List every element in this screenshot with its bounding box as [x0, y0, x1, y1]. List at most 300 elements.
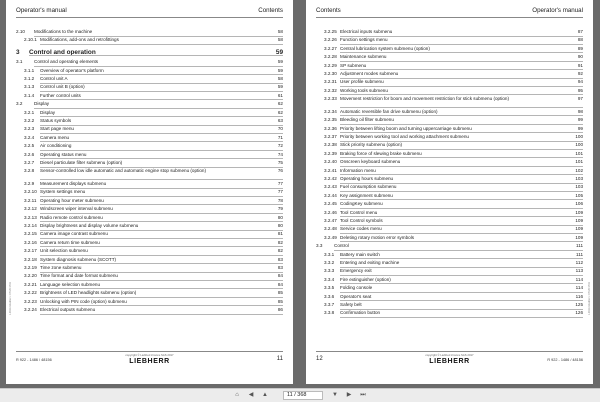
side-code: LFR/en/Edition: 07/2017/A — [8, 282, 12, 315]
toc-entry-title: Folding console — [340, 285, 373, 291]
toc-entry-rule — [40, 44, 283, 45]
toc-entry[interactable] — [316, 78, 583, 87]
toc-entry-number: 3.3.6 — [324, 293, 335, 299]
toc-entry[interactable] — [16, 247, 283, 256]
toc-entry-title: Further control units — [40, 92, 81, 98]
toc-entry-page: 59 — [277, 84, 283, 90]
copyright: copyright © Liebherr-France SAS 2017 — [125, 353, 174, 357]
toc-entry-number: 3.2.19 — [24, 265, 37, 270]
toc-entry-title: Diesel particulate filter submenu (option) — [40, 160, 123, 165]
toc-entry[interactable] — [316, 217, 583, 226]
toc-entry[interactable] — [316, 192, 583, 201]
toc-entry-page: 86 — [277, 307, 283, 312]
toc-entry-rule — [40, 314, 283, 315]
toc-entry-title: Time format and date format submenu — [40, 273, 118, 279]
toc-entry-number: 3.2.34 — [324, 108, 337, 114]
toc-entry-page: 102 — [575, 167, 583, 173]
toc-entry-number: 3.2.43 — [324, 184, 337, 190]
toc-entry-title: Entering and exiting machine — [340, 260, 400, 265]
toc-entry-number: 3.2.23 — [24, 298, 37, 304]
page-header — [16, 7, 283, 18]
toc-entry[interactable] — [16, 197, 283, 206]
toc-entry-number: 3.2.33 — [324, 96, 337, 102]
toc-entry-page: 114 — [575, 285, 583, 291]
toc-entry-number: 3.2.8 — [24, 168, 35, 174]
toc-entry-number: 3.2.6 — [24, 151, 35, 157]
toc-entry-rule — [340, 317, 583, 318]
toc-entry-number: 3.2.17 — [24, 248, 37, 254]
toc-entry-title: SP submenu — [340, 62, 367, 68]
toc-entry-title: Start page menu — [40, 126, 74, 132]
toc-entry-title: Fire extinguisher (option) — [340, 276, 391, 282]
toc-entry-number: 2.10.1 — [24, 37, 37, 43]
toc-entry-title: Emergency exit — [340, 268, 372, 274]
toc-entry[interactable] — [316, 95, 583, 108]
toc-entry-number: 3.1.2 — [24, 76, 35, 81]
toc-entry[interactable] — [316, 259, 583, 268]
toc-entry-title: System diagnosis submenu (SCOTT) — [40, 256, 117, 262]
toc-entry[interactable] — [16, 239, 283, 248]
toc-entry-title: Camera image contrast submenu — [40, 231, 108, 237]
page-up-icon[interactable]: ▲ — [262, 392, 268, 398]
toc-entry[interactable] — [16, 159, 283, 168]
toc-entry-title: Battery main switch — [340, 251, 380, 257]
toc-entry-number: 3.2.29 — [324, 62, 337, 68]
toc-entry[interactable] — [16, 142, 283, 151]
prev-icon[interactable]: ◀ — [248, 392, 254, 398]
toc-entry-rule — [29, 55, 283, 56]
toc-entry[interactable] — [316, 167, 583, 176]
toc-entry-number: 3.2 — [16, 101, 23, 107]
toc-entry-page: 82 — [277, 248, 283, 254]
toc-entry-title: Onscreen keyboard submenu — [340, 159, 401, 165]
toc-entry[interactable] — [16, 125, 283, 134]
toc-entry-title: Time zone submenu — [40, 265, 82, 270]
toc-entry[interactable] — [16, 222, 283, 231]
toc-entry-number: 3.2.26 — [324, 37, 337, 43]
home-icon[interactable]: ⌂ — [235, 392, 239, 398]
toc-entry[interactable] — [316, 175, 583, 184]
toc-entry-number: 3.2.22 — [24, 290, 37, 296]
page-header — [316, 7, 583, 18]
toc-entry-title: Windscreen wiper interval submenu — [40, 206, 113, 212]
toc-entry-title: Modifications, add-ons and retrofittings — [40, 37, 119, 43]
end-icon[interactable]: ⏭ — [360, 392, 366, 398]
toc-entry-page: 87 — [577, 29, 583, 34]
header-left-text: Operator's manual — [16, 7, 67, 14]
toc-entry-number: 3.3.8 — [324, 310, 335, 316]
toc-entry-title: Priority between working tool and working attachment submenu — [340, 134, 469, 139]
toc-entry[interactable] — [16, 180, 283, 189]
toc-entry-page: 89 — [577, 45, 583, 51]
toc-entry[interactable] — [16, 289, 283, 298]
toc-entry-page: 74 — [277, 151, 283, 157]
toc-entry-page: 88 — [577, 37, 583, 43]
brand-logo: LIEBHERR — [429, 358, 470, 365]
toc-entry-title: Function settings menu — [340, 37, 388, 43]
toc-entry[interactable] — [16, 256, 283, 265]
toc-entry[interactable] — [316, 108, 583, 117]
toc-entry[interactable] — [316, 225, 583, 234]
toc-entry-page: 109 — [575, 209, 583, 215]
toc-entry-page: 62 — [277, 109, 283, 115]
toc-entry-page: 77 — [277, 189, 283, 195]
toc-entry-number: 3.2.9 — [24, 181, 35, 186]
toc-entry-number: 3.2.37 — [324, 134, 337, 139]
toc-entry-number: 3.2.42 — [324, 176, 337, 181]
footer-brand-block — [125, 353, 173, 365]
toc-entry-page: 125 — [575, 302, 583, 307]
toc-entry-title: Display — [34, 101, 50, 107]
toc-entry-page: 84 — [277, 273, 283, 279]
toc-entry-title: Sensor-controlled low idle automatic and automatic engine stop submenu (option) — [40, 168, 206, 174]
toc-entry[interactable] — [316, 158, 583, 167]
toc-entry-number: 3.2.47 — [324, 218, 337, 223]
toc-entry-number: 3.2.14 — [24, 223, 37, 228]
page-footer — [16, 351, 283, 366]
toc-entry-number: 3.2.27 — [324, 45, 337, 51]
toc-entry[interactable] — [16, 306, 283, 315]
toc-entry-number: 3.1.3 — [24, 84, 35, 90]
toc-entry-page: 90 — [577, 54, 583, 60]
toc-entry[interactable] — [316, 45, 583, 54]
toc-entry-number: 3.2.21 — [24, 281, 37, 287]
toc-entry-title: Tool Control menu — [340, 209, 378, 215]
toc-entry-page: 59 — [277, 67, 283, 73]
toc-entry-number: 3.2.46 — [324, 209, 337, 215]
toc-entry-title: Operator's seat — [340, 293, 372, 299]
toc-entry[interactable] — [316, 284, 583, 293]
toc-entry-title: Electrical outputs submenu — [40, 307, 96, 312]
header-right-text: Contents — [258, 7, 283, 14]
toc-entry-title: Electrical inputs submenu — [340, 29, 393, 34]
toc-entry-number: 3.2.18 — [24, 256, 37, 262]
toc-entry[interactable] — [16, 151, 283, 160]
toc-entry-page: 109 — [575, 234, 583, 240]
toc-entry-title: Display brightness and display volume submenu — [40, 223, 139, 228]
toc-entry-title: Maintenance submenu — [340, 54, 387, 60]
toc-entry-title: System settings menu — [40, 189, 86, 195]
toc-entry-number: 3.2.25 — [324, 29, 337, 34]
toc-entry-title: Control unit B (option) — [40, 84, 85, 90]
toc-entry[interactable] — [316, 53, 583, 62]
toc-entry-page: 91 — [577, 62, 583, 68]
toc-entry-title: Overview of operator's platform — [40, 67, 104, 73]
toc-entry[interactable] — [316, 125, 583, 134]
toc-entry-title: Fuel consumption submenu — [340, 184, 397, 190]
toc-entry-title: CodingKey submenu — [340, 201, 383, 207]
toc-entry-page: 99 — [577, 125, 583, 131]
toc-entry-title: Safety belt — [340, 302, 362, 307]
toc-entry[interactable] — [16, 134, 283, 143]
page-number: 11 — [276, 356, 283, 362]
toc-entry-page: 101 — [575, 150, 583, 156]
toc-entry-number: 3.2.31 — [324, 79, 337, 85]
toc-entry[interactable] — [16, 83, 283, 92]
toc-entry-number: 3.2.4 — [24, 134, 35, 140]
page-number: 12 — [316, 356, 323, 362]
toc-entry-title: Working tools submenu — [340, 87, 388, 93]
toc-entry-title: Modifications to the machine — [34, 29, 93, 34]
copyright: copyright © Liebherr-France SAS 2017 — [425, 353, 474, 357]
page-12 — [306, 0, 593, 384]
toc-entry-title: Air conditioning — [40, 143, 72, 149]
toc-entry-page: 63 — [277, 118, 283, 123]
toc-entry-page: 99 — [577, 117, 583, 123]
toc-entry[interactable] — [316, 116, 583, 125]
toc-entry-page: 113 — [575, 268, 583, 274]
toc-entry-number: 3.2.11 — [24, 197, 37, 203]
toc-entry-title: Operating hours submenu — [340, 176, 394, 181]
toc-entry[interactable] — [16, 205, 283, 214]
toc-entry-number: 3.3.5 — [324, 285, 335, 291]
toc-entry-title: Key assignment submenu — [340, 192, 393, 198]
toc-entry[interactable] — [16, 67, 283, 76]
toc-entry-title: Unit selection submenu — [40, 248, 88, 254]
toc-entry-page: 70 — [277, 126, 283, 132]
toc-entry[interactable] — [16, 298, 283, 307]
toc-entry-page: 72 — [277, 143, 283, 149]
toc-entry-title: Adjustment modes submenu — [340, 71, 399, 76]
toc-entry-page: 111 — [576, 243, 583, 249]
header-left-text: Contents — [316, 7, 341, 14]
toc-entry-title: Stick priority submenu (option) — [340, 142, 403, 148]
toc-entry[interactable] — [316, 28, 583, 37]
toc-entry[interactable] — [16, 230, 283, 239]
toc-entry-page: 82 — [277, 239, 283, 245]
toc-entry-page: 103 — [575, 184, 583, 190]
toc-entry-page: 59 — [277, 59, 283, 65]
toc-entry-title: Control — [334, 243, 349, 249]
toc-entry-number: 3.2.40 — [324, 159, 337, 165]
toc-entry-page: 98 — [577, 108, 583, 114]
page-down-icon[interactable]: ▼ — [332, 392, 338, 398]
toc-entry[interactable] — [316, 251, 583, 260]
toc-entry[interactable] — [316, 141, 583, 150]
toc-entry-page: 84 — [277, 281, 283, 287]
toc-entry-title: Camera menu — [40, 134, 70, 140]
toc-entry-title: Operating hour meter submenu — [40, 197, 104, 203]
toc-entry[interactable] — [316, 234, 583, 243]
toc-entry-title: Language selection submenu — [40, 281, 101, 287]
toc-entry-number: 3.2.10 — [24, 189, 37, 195]
toc-entry[interactable] — [316, 267, 583, 276]
toc-entry[interactable] — [16, 92, 283, 101]
toc-entry[interactable] — [316, 301, 583, 310]
brand-logo: LIEBHERR — [129, 358, 170, 365]
toc-entry-page: 83 — [277, 256, 283, 262]
toc-entry-page: 94 — [577, 79, 583, 85]
toc-entry-page: 100 — [575, 134, 583, 139]
toc-entry-page: 105 — [575, 192, 583, 198]
toc-entry-page: 58 — [277, 76, 283, 81]
toc-entry-title: Control unit A — [40, 76, 68, 81]
toc-entry[interactable] — [316, 309, 583, 318]
toc-entry-page: 78 — [277, 197, 283, 203]
toc-entry-title: Display — [40, 109, 56, 115]
toc-entry[interactable] — [316, 209, 583, 218]
toc-entry-page: 116 — [575, 293, 583, 299]
toc-entry-number: 3.2.2 — [24, 118, 35, 123]
toc-entry-page: 100 — [575, 142, 583, 148]
toc-entry-number: 3.2.20 — [24, 273, 37, 279]
toc-entry-number: 3.3.2 — [324, 260, 335, 265]
toc-entry-title: Brightness of LED headlights submenu (option) — [40, 290, 137, 296]
toc-entry-title: Service codes menu — [340, 226, 382, 232]
toc-entry-number: 3.2.39 — [324, 150, 337, 156]
toc-entry[interactable] — [16, 28, 283, 37]
toc-entry-title: Deleting rotary motion error symbols — [340, 234, 415, 240]
toc-entry-title: Priority between lifting boom and turning uppercarriage submenu — [340, 125, 472, 131]
toc-entry[interactable] — [316, 276, 583, 285]
toc-entry-title: Information menu — [340, 167, 376, 173]
toc-entry[interactable] — [16, 167, 283, 180]
toc-entry-number: 3.2.13 — [24, 214, 37, 220]
toc-entry[interactable] — [316, 36, 583, 45]
toc-entry-number: 3.2.12 — [24, 206, 37, 212]
toc-entry-title: Camera return time submenu — [40, 239, 100, 245]
toc-entry-number: 3.2.28 — [324, 54, 337, 60]
toc-entry-number: 2.10 — [16, 29, 25, 34]
toc-entry-number: 3.2.30 — [324, 71, 337, 76]
footer-brand-block — [425, 353, 473, 365]
toc-entry[interactable] — [16, 75, 283, 84]
toc-entry[interactable] — [16, 100, 283, 109]
toc-entry-number: 3.2.15 — [24, 231, 37, 237]
page-number-input[interactable]: 11 / 368 — [283, 391, 323, 400]
toc-entry-title: Confirmation button — [340, 310, 381, 316]
toc-entry[interactable] — [316, 133, 583, 142]
toc-entry[interactable] — [16, 264, 283, 273]
toc-entry-number: 3.2.7 — [24, 160, 35, 165]
toc-entry-number: 3.2.41 — [324, 167, 337, 173]
toc-entry-title: User profile submenu — [340, 79, 384, 85]
page-footer — [316, 351, 583, 366]
toc-entry-title: Automatic reversible fan drive submenu (option) — [340, 108, 438, 114]
toc-entry-title: Measurement displays submenu — [40, 181, 107, 186]
toc-entry-number: 3.2.24 — [24, 307, 37, 312]
next-icon[interactable]: ▶ — [346, 392, 352, 398]
toc-entry-number: 3.2.1 — [24, 109, 35, 115]
toc-entry-page: 59 — [275, 48, 283, 56]
toc-entry[interactable] — [16, 109, 283, 118]
toc-entry-title: Unlocking with PIN code (option) submenu — [40, 298, 127, 304]
toc-entry-number: 3.1.1 — [24, 67, 35, 73]
toc-entry-page: 76 — [277, 168, 283, 174]
toc-entry-number: 3.2.36 — [324, 125, 337, 131]
toc-entry-number: 3.3.3 — [324, 268, 335, 274]
toc-entry-page: 61 — [277, 92, 283, 98]
toc-entry-page: 77 — [277, 181, 283, 186]
toc-entry[interactable] — [316, 242, 583, 251]
toc-entry-page: 83 — [277, 265, 283, 270]
toc-entry-page: 79 — [277, 206, 283, 212]
toc-entry-page: 71 — [277, 134, 283, 140]
toc-entry[interactable] — [316, 200, 583, 209]
toc-entry-number: 3 — [16, 48, 20, 56]
toc-entry-page: 58 — [277, 37, 283, 43]
toc-entry[interactable] — [16, 272, 283, 281]
toc-entry-number: 3.3 — [316, 243, 323, 249]
toc-entry-number: 3.3.7 — [324, 302, 335, 307]
page-11 — [6, 0, 293, 384]
toc-entry-number: 3.2.35 — [324, 117, 337, 123]
toc-entry-number: 3.2.48 — [324, 226, 337, 232]
toc-entry-title: Control and operating elements — [34, 59, 99, 65]
side-code: LFR/en/Edition: 07/2017/A — [587, 282, 591, 315]
toc-entry-number: 3.3.1 — [324, 251, 335, 257]
footer-doc-code: R 922 - 1486 / 48156 — [547, 358, 583, 362]
toc-entry-title: Tool Control symbols — [340, 218, 383, 223]
toc-entry[interactable] — [16, 214, 283, 223]
toc-entry-title: Movement restriction for boom and movement restriction for stick submenu (option) — [340, 96, 510, 102]
toc-entry-page: 85 — [277, 298, 283, 304]
toc-entry-page: 92 — [577, 71, 583, 76]
toc-entry[interactable] — [16, 281, 283, 290]
toc-entry-page: 85 — [277, 290, 283, 296]
toc-entry-page: 80 — [277, 214, 283, 220]
toc-entry-page: 114 — [575, 276, 583, 282]
toc-entry-page: 58 — [277, 29, 283, 34]
toc-entry-page: 103 — [575, 176, 583, 181]
toc-entry-number: 3.2.45 — [324, 201, 337, 207]
toc-entry[interactable] — [16, 117, 283, 126]
toc-entry-page: 97 — [577, 96, 583, 102]
toc-entry[interactable] — [316, 70, 583, 79]
toc-entry-number: 3.2.49 — [324, 234, 337, 240]
toc-entry-title: Central lubrication system submenu (option) — [340, 45, 430, 51]
toc-entry-title: Control and operation — [29, 48, 96, 56]
toc-entry[interactable] — [16, 48, 283, 57]
toc-entry[interactable] — [316, 150, 583, 159]
toc-entry-page: 62 — [277, 101, 283, 107]
footer-doc-code: R 922 - 1486 / 48156 — [16, 358, 52, 362]
toc-entry-number: 3.2.32 — [324, 87, 337, 93]
toc-entry-page: 75 — [277, 160, 283, 165]
toc-entry-number: 3.1 — [16, 59, 23, 65]
toc-entry-title: Bleeding oil filter submenu — [340, 117, 394, 123]
toc-entry-page: 109 — [575, 226, 583, 232]
toc-entry[interactable] — [316, 293, 583, 302]
viewer-toolbar — [0, 388, 600, 402]
toc-entry-number: 3.2.16 — [24, 239, 37, 245]
toc-entry-page: 111 — [576, 251, 583, 257]
toc-entry-title: Operating status menu — [40, 151, 87, 157]
toc-entry[interactable] — [16, 58, 283, 67]
toc-entry[interactable] — [16, 36, 283, 45]
toc-entry-page: 95 — [577, 87, 583, 93]
toc-entry-title: Status symbols — [40, 118, 72, 123]
toc-entry[interactable] — [316, 62, 583, 71]
toc-entry-number: 3.2.44 — [324, 192, 337, 198]
toc-entry-page: 126 — [575, 310, 583, 316]
toc-entry-number: 3.3.4 — [324, 276, 335, 282]
toc-entry-number: 3.2.38 — [324, 142, 337, 148]
toc-entry-page: 106 — [575, 201, 583, 207]
toc-entry-title: Braking force of slewing brake submenu — [340, 150, 422, 156]
toc-entry-number: 3.2.5 — [24, 143, 35, 149]
toc-entry[interactable] — [316, 183, 583, 192]
toc-entry-page: 101 — [575, 159, 583, 165]
toc-entry[interactable] — [16, 188, 283, 197]
toc-entry-page: 80 — [277, 223, 283, 228]
toc-entry-number: 3.1.4 — [24, 92, 35, 98]
toc-entry-title: Radio remote control submenu — [40, 214, 103, 220]
toc-entry[interactable] — [316, 87, 583, 96]
toc-entry-page: 81 — [277, 231, 283, 237]
header-right-text: Operator's manual — [532, 7, 583, 14]
toc-entry-number: 3.2.3 — [24, 126, 35, 132]
